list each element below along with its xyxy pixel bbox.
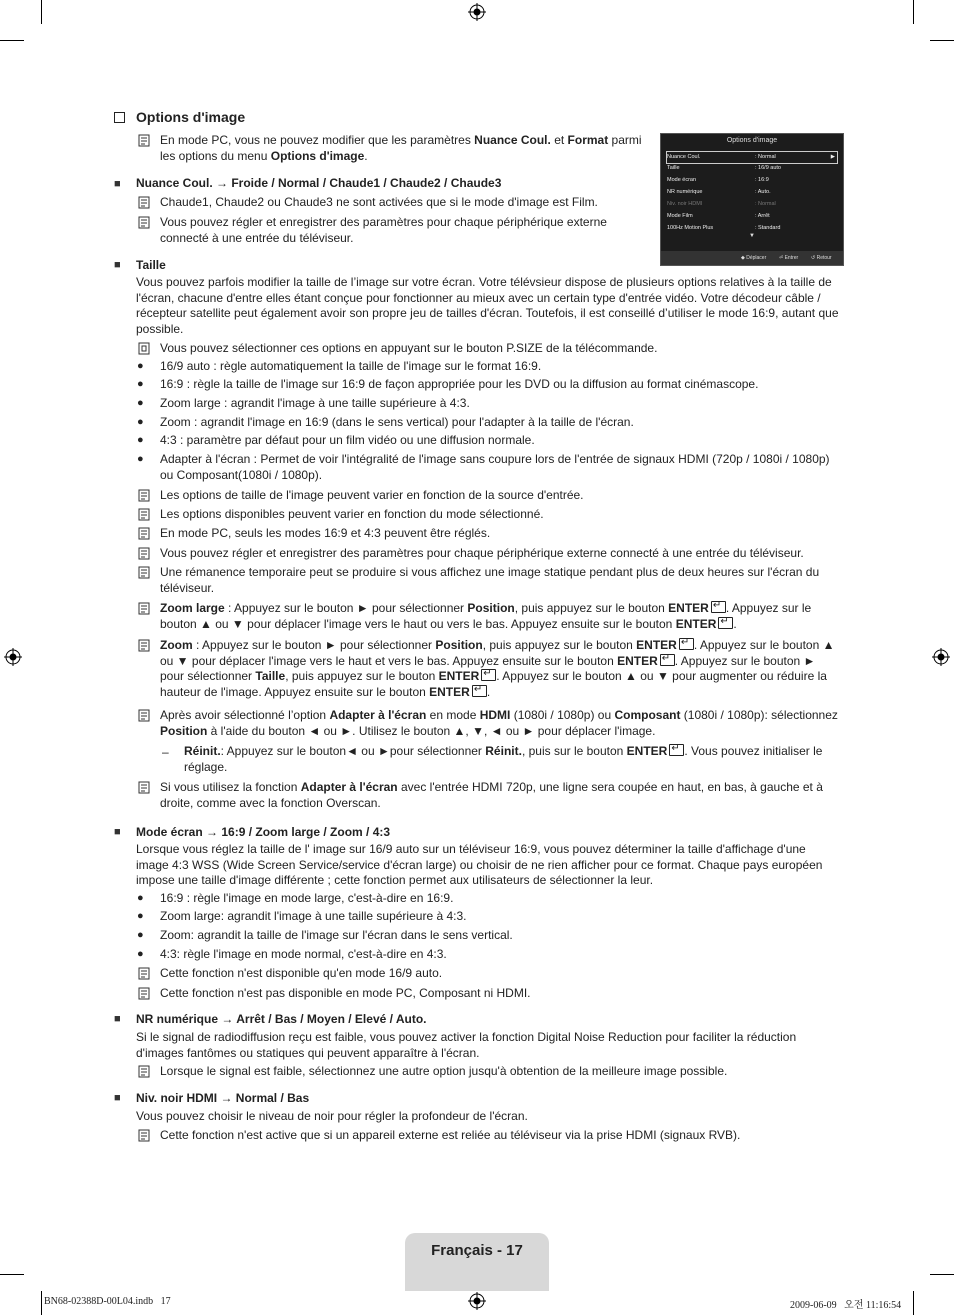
zoom-note: Zoom : Appuyez sur le bouton ► pour sélectionner Position, puis appuyez sur le bouton ENTER↵ . Appuyez sur le bouton ▲ ou ▼ pour déplacer l'image vers le haut et vers le bas. Appuyez ensuite sur le bouton ENTER↵ . Appuyez sur le bouton ► pour sélectionner Taille, puis appuyez sur le bouton ENTER↵ . Appuyez sur le bouton ▲ ou ▼ pour augmenter ou réduire la hauteur de l'image. Appuyez ensuite sur le bouton ENTER↵ . [160, 638, 840, 700]
hdmi-note: Cette fonction n'est active que si un appareil externe est reliée au téléviseur via la prise HDMI (signaux RVB). [160, 1128, 741, 1142]
nuance-heading: Nuance Coul. → Froide / Normal / Chaude1 / Chaude2 / Chaude3 [136, 176, 502, 190]
note-icon [138, 639, 151, 652]
bullet-square-icon: ■ [114, 178, 121, 190]
scroll-down-icon: ▼ [749, 233, 755, 239]
nr-heading: NR numérique → Arrêt / Bas / Moyen / Elevé / Auto. [136, 1012, 427, 1026]
taille-bullet: 16:9 : règle la taille de l'image sur 16:9 de façon appropriée pour les DVD ou la diffusion au format cinémascope. [160, 377, 759, 391]
checkbox-icon [114, 112, 125, 123]
remote-note-icon [138, 342, 151, 355]
registration-mark-icon [4, 648, 22, 666]
nr-note: Lorsque le signal est faible, sélectionnez une autre option jusqu'à obtention de la meilleure image possible. [160, 1064, 728, 1078]
crop-mark [930, 1274, 954, 1275]
crop-mark [913, 1291, 914, 1315]
registration-mark-icon [468, 1292, 486, 1310]
nuance-note-2: Vous pouvez régler et enregistrer des paramètres pour chaque périphérique externe connecté à une entrée du téléviseur. [160, 215, 607, 245]
intro-note: En mode PC, vous ne pouvez modifier que les paramètres Nuance Coul. et Format parmi les options du menu Options d'image. [160, 133, 642, 163]
taille-body: Vous pouvez parfois modifier la taille de l’image sur votre écran. Votre télévsieur dispose de plusieurs options relatives à la taille de l'écran, chacune d'entre elles étant conçue pour fonctionner au mieux avec un certain type d'entrée vidéo. Votre décodeur câble / récepteur satellite peut également avoir son propre jeu de tailles d'écran. Toutefois, il est conseillé d’utiliser le mode 16:9, autant que possible. [136, 275, 839, 336]
nr-body: Si le signal de radiodiffusion reçu est faible, vous pouvez activer la fonction Digital Noise Reduction pour faciliter la réduction d'images fantômes ou statiques qui peuvent apparaître à l'écran. [136, 1030, 797, 1060]
note-icon [138, 216, 151, 229]
note-icon [138, 566, 151, 579]
note-icon [138, 1129, 151, 1142]
mode-note: Cette fonction n'est pas disponible en mode PC, Composant ni HDMI. [160, 986, 531, 1000]
nuance-note-1: Chaude1, Chaude2 ou Chaude3 ne sont activées que si le mode d'image est Film. [160, 195, 598, 209]
registration-mark-icon [468, 3, 486, 21]
crop-mark [41, 1291, 42, 1315]
osd-footer: ◆ Déplacer ⏎ Entrer ↺ Retour [661, 251, 843, 265]
bullet-dot-icon: ● [137, 929, 144, 941]
note-icon [138, 196, 151, 209]
osd-row: Nuance Coul. : Normal ▶ [666, 151, 838, 164]
note-icon [138, 987, 151, 1000]
crop-mark [930, 40, 954, 41]
bullet-dot-icon: ● [137, 910, 144, 922]
crop-mark [913, 0, 914, 24]
note-icon [138, 489, 151, 502]
note-icon [138, 547, 151, 560]
registration-mark-icon [932, 648, 950, 666]
note-icon [138, 781, 151, 794]
mode-bullet: 16:9 : règle l'image en mode large, c'est-à-dire en 16:9. [160, 891, 454, 905]
taille-note: Les options disponibles peuvent varier en fonction du mode sélectionné. [160, 507, 544, 521]
bullet-dot-icon: ● [137, 397, 144, 409]
taille-bullet: Zoom : agrandit l'image en 16:9 (dans le sens vertical) pour l'adapter à la taille de l'écran. [160, 415, 634, 429]
taille-bullet: Adapter à l'écran : Permet de voir l'intégralité de l'image sans coupure lors de l'entrée de signaux HDMI (720p / 1080i / 1080p) ou Composant(1080i / 1080p). [160, 452, 830, 482]
page-number: Français - 17 [431, 1242, 523, 1259]
bullet-dot-icon: ● [137, 378, 144, 390]
dash-icon: – [162, 745, 169, 759]
mode-bullet: Zoom large: agrandit l'image à une taille supérieure à 4:3. [160, 909, 467, 923]
osd-row: NR numérique : Auto. [667, 189, 771, 195]
print-date: 2009-06-09 오전 11:16:54 [790, 1300, 902, 1311]
bullet-dot-icon: ● [137, 360, 144, 372]
bullet-dot-icon: ● [137, 948, 144, 960]
file-name: BN68-02388D-00L04.indb 17 [44, 1296, 171, 1307]
osd-row: Mode écran : 16:9 [667, 177, 769, 183]
bullet-square-icon: ■ [114, 826, 121, 838]
note-icon [138, 1065, 151, 1078]
bullet-square-icon: ■ [114, 259, 121, 271]
adapter-note: Après avoir sélectionné l’option Adapter à l'écran en mode HDMI (1080i / 1080p) ou Composant (1080i / 1080p): sélectionnez Position à l'aide du bouton ◄ ou ►. Utilisez le bouton ▲, ▼, ◄ ou ► pour déplacer l'image. [160, 708, 838, 738]
taille-note: Vous pouvez régler et enregistrer des paramètres pour chaque périphérique externe connecté à une entrée du téléviseur. [160, 546, 804, 560]
taille-note: Une rémanence temporaire peut se produire si vous affichez une image statique pendant plus de deux heures sur l'écran du téléviseur. [160, 565, 820, 595]
note-icon [138, 134, 151, 147]
zoom-large-note: Zoom large : Appuyez sur le bouton ► pour sélectionner Position, puis appuyez sur le bouton ENTER↵ . Appuyez sur le bouton ▲ ou ▼ pour déplacer l'image vers le haut ou vers le bas. Appuyez ensuite sur le bouton ENTER↵ . [160, 601, 840, 632]
overscan-note: Si vous utilisez la fonction Adapter à l'écran avec l'entrée HDMI 720p, une ligne sera coupée en haut, en bas, à gauche et à droite, comme avec la fonction Overscan. [160, 780, 823, 810]
osd-menu-screenshot [660, 133, 844, 266]
note-icon [138, 967, 151, 980]
mode-bullet: Zoom: agrandit la taille de l'image sur l'écran dans le sens vertical. [160, 928, 513, 942]
osd-row: Niv. noir HDMI : Normal [667, 201, 776, 207]
bullet-square-icon: ■ [114, 1092, 121, 1104]
crop-mark [41, 0, 42, 24]
note-icon [138, 508, 151, 521]
taille-heading: Taille [136, 258, 166, 272]
taille-note: En mode PC, seuls les modes 16:9 et 4:3 peuvent être réglés. [160, 526, 491, 540]
note-icon [138, 602, 151, 615]
mode-bullet: 4:3: règle l'image en mode normal, c'est-à-dire en 4:3. [160, 947, 447, 961]
bullet-dot-icon: ● [137, 434, 144, 446]
osd-row: Mode Film : Arrêt [667, 213, 770, 219]
reinit-note: Réinit.: Appuyez sur le bouton◄ ou ►pour sélectionner Réinit., puis sur le bouton ENTER↵ . Vous pouvez initialiser le réglage. [184, 744, 840, 775]
psize-note: Vous pouvez sélectionner ces options en appuyant sur le bouton P.SIZE de la télécommande. [160, 341, 658, 355]
osd-row: Taille : 16/9 auto [667, 165, 781, 171]
osd-row: 100Hz Motion Plus : Standard [667, 225, 781, 231]
osd-title: Options d'image [726, 137, 778, 144]
taille-bullet: 4:3 : paramètre par défaut pour un film vidéo ou une diffusion normale. [160, 433, 535, 447]
bullet-dot-icon: ● [137, 453, 144, 465]
taille-bullet: Zoom large : agrandit l'image à une taille supérieure à 4:3. [160, 396, 470, 410]
bullet-dot-icon: ● [137, 416, 144, 428]
taille-bullet: 16/9 auto : règle automatiquement la taille de l'image sur le format 16:9. [160, 359, 542, 373]
bullet-dot-icon: ● [137, 892, 144, 904]
bullet-square-icon: ■ [114, 1013, 121, 1025]
hdmi-heading: Niv. noir HDMI → Normal / Bas [136, 1091, 310, 1105]
crop-mark [0, 1274, 24, 1275]
note-icon [138, 527, 151, 540]
mode-heading: Mode écran → 16:9 / Zoom large / Zoom / 4:3 [136, 825, 391, 839]
arrow-right-icon: ▶ [830, 154, 835, 160]
crop-mark [0, 40, 24, 41]
taille-note: Les options de taille de l'image peuvent varier en fonction de la source d'entrée. [160, 488, 584, 502]
section-title: Options d'image [136, 109, 246, 125]
mode-note: Cette fonction n'est disponible qu'en mode 16/9 auto. [160, 966, 443, 980]
note-icon [138, 709, 151, 722]
mode-body: Lorsque vous réglez la taille de l' image sur 16/9 auto sur un téléviseur 16:9, vous pouvez déterminer la taille d'affichage d'une image 4:3 WSS (Wide Screen Service/service d'écran large) ou choisir de ne rien afficher pour ce format. Chaque pays européen impose une taille d'image différente ; cette fonction permet aux utilisateurs de sélectionner la leur. [136, 842, 823, 887]
hdmi-body: Vous pouvez choisir le niveau de noir pour régler la profondeur de l'écran. [136, 1109, 528, 1123]
